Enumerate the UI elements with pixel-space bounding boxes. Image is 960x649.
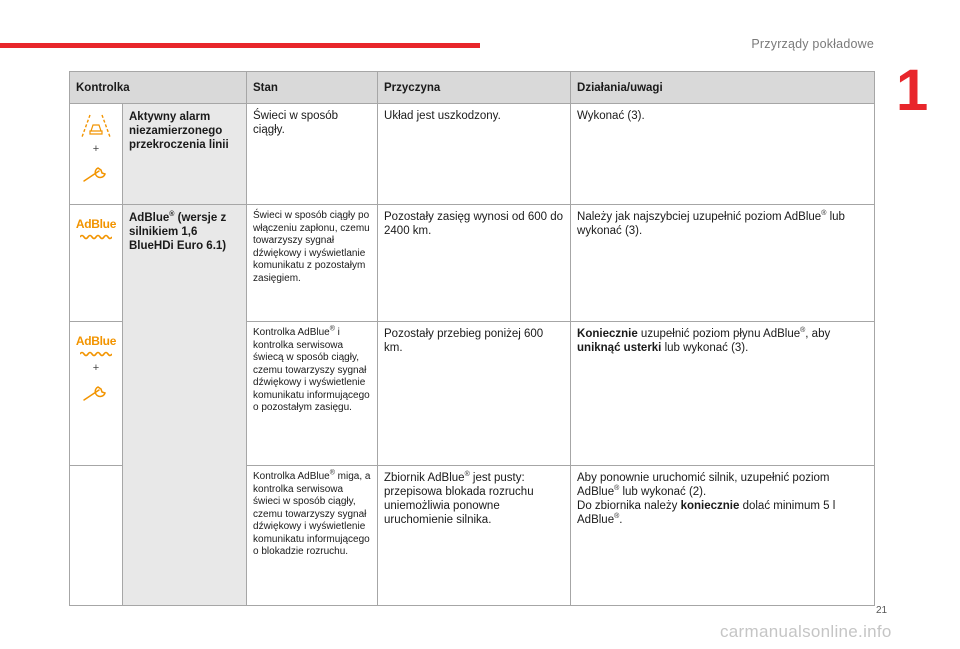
registered-mark: ® [614,485,620,493]
registered-mark: ® [800,327,806,335]
action-text [571,322,875,466]
action-text [571,466,875,606]
page-number: 21 [876,605,888,616]
cause-part: Zbiornik AdBlue [384,472,465,484]
action-part: lub wykonać (3). [577,211,845,237]
table-row [70,104,875,205]
adblue-waves-icon [80,351,112,357]
icon-cell [70,104,123,205]
action-part: , aby [805,328,831,340]
cause-text [378,466,571,606]
registered-mark: ® [329,325,335,333]
column-header-dzialania: Działania/uwagi [571,72,875,104]
cause-part: jest pusty: przepisowa blokada rozruchu uniemożliwia ponowne uruchomienie silnika. [384,472,534,526]
state-part: i kontrolka serwisowa świecą w sposób ciągły, czemu towarzyszy sygnał dźwiękowy i wyświetlenie komunikatu informującego o pozostałym zasięgu. [253,327,370,413]
action-part: uzupełnić poziom płynu AdBlue [637,328,801,340]
plus-sign: + [92,143,100,155]
action-part: Do zbiornika należy [577,500,681,512]
adblue-waves-icon [80,234,112,240]
wrench-service-icon [82,383,110,403]
table-row [70,205,875,322]
adblue-name-main: AdBlue [129,212,170,224]
warning-name: Aktywny alarm niezamierzonego przekroczenia linii [123,104,247,205]
watermark: carmanualsonline.info [720,622,892,641]
warning-lights-table [69,71,875,606]
state-text: Świeci w sposób ciągły po włączeniu zapłonu, czemu towarzyszy sygnał dźwiękowy i wyświetlanie komunikatu z pozostałym zasięgiem. [247,205,378,322]
plus-sign: + [92,362,100,374]
state-text: Świeci w sposób ciągły. [247,104,378,205]
state-text [247,466,378,606]
icon-cell [70,205,123,322]
action-part: lub wykonać (3). [661,342,749,354]
table-header-row [70,72,875,104]
registered-mark: ® [329,469,335,477]
registered-mark: ® [614,513,620,521]
state-text [247,322,378,466]
cause-text: Pozostały przebieg poniżej 600 km. [378,322,571,466]
action-part: lub wykonać (2). [619,486,707,498]
cause-text: Układ jest uszkodzony. [378,104,571,205]
warning-name [123,205,247,606]
action-emphasis: Koniecznie [577,328,638,340]
registered-mark: ® [169,211,175,219]
action-text [571,205,875,322]
registered-mark: ® [464,471,470,479]
action-part: Należy jak najszybciej uzupełnić poziom AdBlue [577,211,822,223]
column-header-przyczyna: Przyczyna [378,72,571,104]
adblue-icon: AdBlue [75,217,117,231]
action-emphasis: uniknąć usterki [577,342,662,354]
action-emphasis: koniecznie [680,500,740,512]
state-part: Kontrolka AdBlue [253,327,330,338]
action-text: Wykonać (3). [571,104,875,205]
adblue-name-rest: (wersje z silnikiem 1,6 BlueHDi Euro 6.1) [129,212,227,252]
header-accent-bar [0,43,480,48]
state-part: miga, a kontrolka serwisowa świeci w sposób ciągły, czemu towarzyszy sygnał dźwiękowy i wyświetlenie komunikatu informującego o blokadzie rozruchu. [253,471,371,557]
icon-cell [70,322,123,466]
adblue-icon: AdBlue [75,334,117,348]
lane-departure-icon [81,114,111,138]
cause-text: Pozostały zasięg wynosi od 600 do 2400 km. [378,205,571,322]
action-part: Aby ponownie uruchomić silnik, uzupełnić poziom AdBlue [577,472,830,498]
state-part: Kontrolka AdBlue [253,471,330,482]
wrench-service-icon [82,164,110,184]
section-title: Przyrządy pokładowe [751,37,874,51]
action-part: . [619,514,623,526]
column-header-stan: Stan [247,72,378,104]
column-header-kontrolka: Kontrolka [70,72,247,104]
registered-mark: ® [821,210,827,218]
action-part: dolać minimum 5 l AdBlue [577,500,836,526]
chapter-number: 1 [896,58,929,123]
icon-cell-empty [70,466,123,606]
